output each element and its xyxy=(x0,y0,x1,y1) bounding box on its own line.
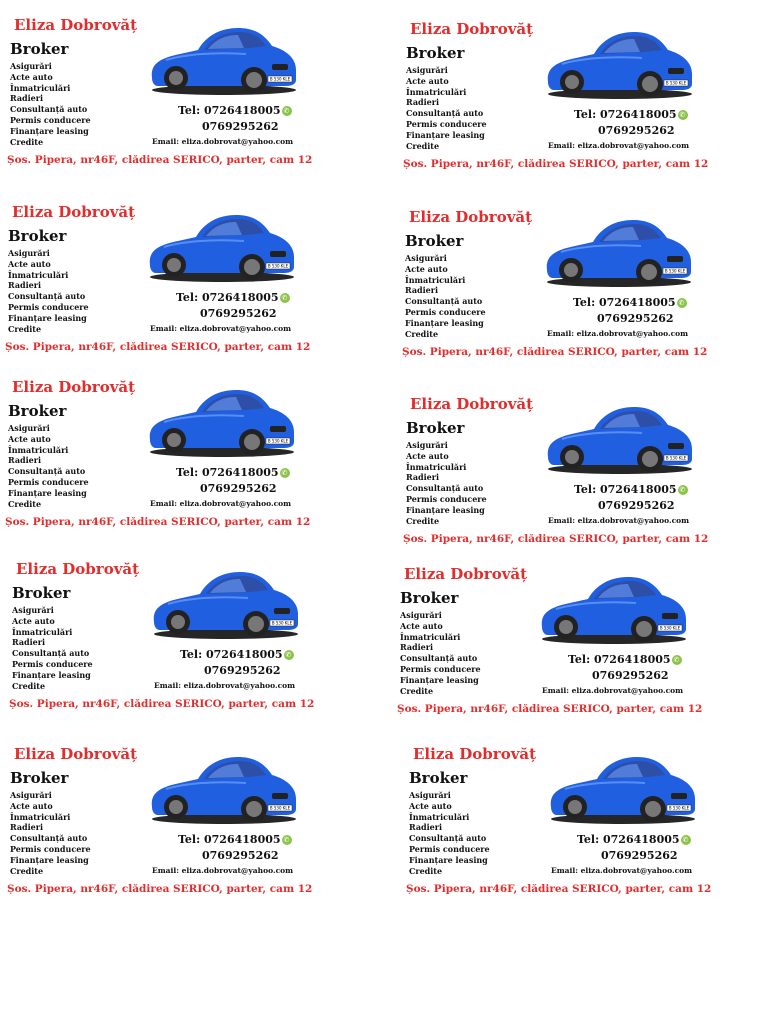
business-card xyxy=(6,743,346,915)
services-list xyxy=(8,248,89,334)
address: Șos. Pipera, nr46F, clădirea SERICO, parter, cam 12 xyxy=(7,154,313,166)
service-item: Permis conducere xyxy=(406,118,487,129)
card-name: Eliza Dobrovăț xyxy=(409,208,533,226)
service-item: Finanțare leasing xyxy=(10,125,89,136)
service-item: Finanțare leasing xyxy=(400,674,479,685)
service-item: Consultanță auto xyxy=(400,653,478,664)
service-item: Consultanță auto xyxy=(405,296,483,307)
phone-secondary: 0769295262 xyxy=(598,499,675,512)
service-item: Înmatriculări xyxy=(12,626,73,637)
car-image xyxy=(148,564,300,640)
phone-number: Tel: 0726418005 xyxy=(574,483,677,496)
phone xyxy=(178,833,292,846)
services-list xyxy=(12,605,93,691)
car-image xyxy=(542,399,694,475)
services-list xyxy=(400,610,481,696)
service-item: Finanțare leasing xyxy=(406,504,485,515)
service-item: Consultanță auto xyxy=(409,833,487,844)
car-image xyxy=(144,382,296,458)
service-item: Credite xyxy=(406,140,440,151)
email: Email: eliza.dobrovat@yahoo.com xyxy=(150,324,292,333)
business-card xyxy=(4,201,344,373)
services-list xyxy=(10,790,91,876)
service-item: Permis conducere xyxy=(10,114,91,125)
service-item: Înmatriculări xyxy=(409,811,470,822)
address: Șos. Pipera, nr46F, clădirea SERICO, parter, cam 12 xyxy=(402,346,708,358)
phone-secondary: 0769295262 xyxy=(200,307,277,320)
phone-number: Tel: 0726418005 xyxy=(180,648,283,661)
service-item: Radieri xyxy=(406,472,439,483)
service-item: Credite xyxy=(12,680,46,691)
service-item: Consultanță auto xyxy=(12,648,90,659)
service-item: Radieri xyxy=(8,455,41,466)
service-item: Asigurări xyxy=(400,610,442,620)
service-item: Radieri xyxy=(409,822,442,833)
phone-number: Tel: 0726418005 xyxy=(577,833,680,846)
car-plate: B 530 KLE xyxy=(665,455,687,461)
service-item: Asigurări xyxy=(405,253,447,263)
whatsapp-icon: ✆ xyxy=(672,655,682,665)
service-item: Înmatriculări xyxy=(400,631,461,642)
service-item: Finanțare leasing xyxy=(406,129,485,140)
phone xyxy=(573,296,687,309)
phone-number: Tel: 0726418005 xyxy=(176,466,279,479)
car-plate: B 530 KLE xyxy=(665,80,687,86)
phone xyxy=(178,104,292,117)
card-role: Broker xyxy=(400,589,459,607)
car-image xyxy=(541,212,693,288)
service-item: Finanțare leasing xyxy=(405,317,484,328)
service-item: Acte auto xyxy=(406,450,449,461)
car-image xyxy=(146,20,298,96)
service-item: Înmatriculări xyxy=(8,444,69,455)
card-role: Broker xyxy=(8,402,67,420)
phone xyxy=(568,653,682,666)
card-role: Broker xyxy=(10,40,69,58)
address: Șos. Pipera, nr46F, clădirea SERICO, parter, cam 12 xyxy=(403,533,709,545)
phone-secondary: 0769295262 xyxy=(592,669,669,682)
service-item: Asigurări xyxy=(409,790,451,800)
service-item: Radieri xyxy=(10,822,43,833)
service-item: Acte auto xyxy=(10,71,53,82)
service-item: Permis conducere xyxy=(8,301,89,312)
service-item: Acte auto xyxy=(12,615,55,626)
business-card xyxy=(402,393,742,565)
service-item: Finanțare leasing xyxy=(12,669,91,680)
car-image xyxy=(545,749,697,825)
card-name: Eliza Dobrovăț xyxy=(14,745,138,763)
service-item: Asigurări xyxy=(8,423,50,433)
whatsapp-icon: ✆ xyxy=(280,468,290,478)
car-image xyxy=(146,749,298,825)
service-item: Credite xyxy=(406,515,440,526)
car-plate: B 530 KLE xyxy=(271,620,293,626)
service-item: Asigurări xyxy=(406,440,448,450)
card-role: Broker xyxy=(406,44,465,62)
address: Șos. Pipera, nr46F, clădirea SERICO, parter, cam 12 xyxy=(406,883,712,895)
phone xyxy=(176,466,290,479)
email: Email: eliza.dobrovat@yahoo.com xyxy=(548,516,690,525)
phone-secondary: 0769295262 xyxy=(200,482,277,495)
address: Șos. Pipera, nr46F, clădirea SERICO, parter, cam 12 xyxy=(403,158,709,170)
card-name: Eliza Dobrovăț xyxy=(410,20,534,38)
service-item: Înmatriculări xyxy=(406,461,467,472)
service-item: Radieri xyxy=(400,642,433,653)
service-item: Consultanță auto xyxy=(406,483,484,494)
phone xyxy=(574,483,688,496)
service-item: Credite xyxy=(8,323,42,334)
service-item: Asigurări xyxy=(406,65,448,75)
service-item: Înmatriculări xyxy=(8,269,69,280)
car-plate: B 530 KLE xyxy=(269,76,291,82)
service-item: Asigurări xyxy=(12,605,54,615)
phone-secondary: 0769295262 xyxy=(597,312,674,325)
service-item: Finanțare leasing xyxy=(8,487,87,498)
service-item: Înmatriculări xyxy=(10,82,71,93)
address: Șos. Pipera, nr46F, clădirea SERICO, parter, cam 12 xyxy=(7,883,313,895)
email: Email: eliza.dobrovat@yahoo.com xyxy=(154,681,296,690)
phone-secondary: 0769295262 xyxy=(202,849,279,862)
service-item: Consultanță auto xyxy=(8,291,86,302)
phone-secondary: 0769295262 xyxy=(601,849,678,862)
service-item: Asigurări xyxy=(10,790,52,800)
address: Șos. Pipera, nr46F, clădirea SERICO, parter, cam 12 xyxy=(5,516,311,528)
service-item: Permis conducere xyxy=(406,493,487,504)
car-plate: B 530 KLE xyxy=(668,805,690,811)
service-item: Permis conducere xyxy=(409,843,490,854)
service-item: Finanțare leasing xyxy=(409,854,488,865)
service-item: Asigurări xyxy=(10,61,52,71)
business-card xyxy=(401,206,741,378)
card-role: Broker xyxy=(405,232,464,250)
card-role: Broker xyxy=(406,419,465,437)
card-name: Eliza Dobrovăț xyxy=(410,395,534,413)
service-item: Permis conducere xyxy=(8,476,89,487)
address: Șos. Pipera, nr46F, clădirea SERICO, parter, cam 12 xyxy=(397,703,703,715)
email: Email: eliza.dobrovat@yahoo.com xyxy=(152,137,294,146)
service-item: Radieri xyxy=(405,285,438,296)
business-card xyxy=(402,18,742,190)
car-image xyxy=(542,24,694,100)
service-item: Permis conducere xyxy=(405,306,486,317)
car-plate: B 530 KLE xyxy=(659,625,681,631)
service-item: Asigurări xyxy=(8,248,50,258)
service-item: Radieri xyxy=(406,97,439,108)
email: Email: eliza.dobrovat@yahoo.com xyxy=(542,686,684,695)
service-item: Credite xyxy=(409,865,443,876)
service-item: Permis conducere xyxy=(10,843,91,854)
phone-number: Tel: 0726418005 xyxy=(178,833,281,846)
service-item: Înmatriculări xyxy=(406,86,467,97)
service-item: Înmatriculări xyxy=(10,811,71,822)
service-item: Acte auto xyxy=(405,263,448,274)
car-plate: B 530 KLE xyxy=(267,263,289,269)
car-plate: B 530 KLE xyxy=(664,268,686,274)
email: Email: eliza.dobrovat@yahoo.com xyxy=(547,329,689,338)
service-item: Permis conducere xyxy=(400,663,481,674)
service-item: Înmatriculări xyxy=(405,274,466,285)
service-item: Credite xyxy=(10,136,44,147)
phone-number: Tel: 0726418005 xyxy=(178,104,281,117)
service-item: Acte auto xyxy=(409,800,452,811)
whatsapp-icon: ✆ xyxy=(282,106,292,116)
service-item: Credite xyxy=(10,865,44,876)
phone-secondary: 0769295262 xyxy=(202,120,279,133)
phone-number: Tel: 0726418005 xyxy=(573,296,676,309)
car-image xyxy=(144,207,296,283)
service-item: Finanțare leasing xyxy=(10,854,89,865)
whatsapp-icon: ✆ xyxy=(678,485,688,495)
service-item: Acte auto xyxy=(406,75,449,86)
service-item: Credite xyxy=(400,685,434,696)
phone-number: Tel: 0726418005 xyxy=(574,108,677,121)
business-card xyxy=(396,563,736,735)
service-item: Radieri xyxy=(8,280,41,291)
whatsapp-icon: ✆ xyxy=(678,110,688,120)
phone-number: Tel: 0726418005 xyxy=(568,653,671,666)
service-item: Finanțare leasing xyxy=(8,312,87,323)
service-item: Acte auto xyxy=(400,620,443,631)
email: Email: eliza.dobrovat@yahoo.com xyxy=(152,866,294,875)
phone xyxy=(574,108,688,121)
whatsapp-icon: ✆ xyxy=(280,293,290,303)
whatsapp-icon: ✆ xyxy=(681,835,691,845)
email: Email: eliza.dobrovat@yahoo.com xyxy=(150,499,292,508)
services-list xyxy=(409,790,490,876)
car-plate: B 530 KLE xyxy=(267,438,289,444)
card-name: Eliza Dobrovăț xyxy=(14,16,138,34)
whatsapp-icon: ✆ xyxy=(677,298,687,308)
phone-number: Tel: 0726418005 xyxy=(176,291,279,304)
service-item: Acte auto xyxy=(8,433,51,444)
card-name: Eliza Dobrovăț xyxy=(404,565,528,583)
service-item: Credite xyxy=(8,498,42,509)
phone-secondary: 0769295262 xyxy=(204,664,281,677)
address: Șos. Pipera, nr46F, clădirea SERICO, parter, cam 12 xyxy=(5,341,311,353)
card-name: Eliza Dobrovăț xyxy=(12,378,136,396)
service-item: Acte auto xyxy=(10,800,53,811)
card-role: Broker xyxy=(8,227,67,245)
service-item: Consultanță auto xyxy=(8,466,86,477)
whatsapp-icon: ✆ xyxy=(282,835,292,845)
service-item: Credite xyxy=(405,328,439,339)
service-item: Radieri xyxy=(10,93,43,104)
phone-secondary: 0769295262 xyxy=(598,124,675,137)
services-list xyxy=(406,65,487,151)
business-card xyxy=(405,743,745,915)
service-item: Consultanță auto xyxy=(10,104,88,115)
car-plate: B 530 KLE xyxy=(269,805,291,811)
email: Email: eliza.dobrovat@yahoo.com xyxy=(551,866,693,875)
card-role: Broker xyxy=(12,584,71,602)
whatsapp-icon: ✆ xyxy=(284,650,294,660)
card-name: Eliza Dobrovăț xyxy=(12,203,136,221)
card-role: Broker xyxy=(409,769,468,787)
business-card xyxy=(6,14,346,186)
service-item: Consultanță auto xyxy=(10,833,88,844)
card-role: Broker xyxy=(10,769,69,787)
business-card xyxy=(8,558,348,730)
address: Șos. Pipera, nr46F, clădirea SERICO, parter, cam 12 xyxy=(9,698,315,710)
phone xyxy=(176,291,290,304)
card-name: Eliza Dobrovăț xyxy=(413,745,537,763)
service-item: Permis conducere xyxy=(12,658,93,669)
service-item: Consultanță auto xyxy=(406,108,484,119)
email: Email: eliza.dobrovat@yahoo.com xyxy=(548,141,690,150)
services-list xyxy=(405,253,486,339)
card-name: Eliza Dobrovăț xyxy=(16,560,140,578)
services-list xyxy=(10,61,91,147)
services-list xyxy=(406,440,487,526)
business-card xyxy=(4,376,344,548)
service-item: Acte auto xyxy=(8,258,51,269)
phone xyxy=(577,833,691,846)
services-list xyxy=(8,423,89,509)
service-item: Radieri xyxy=(12,637,45,648)
phone xyxy=(180,648,294,661)
car-image xyxy=(536,569,688,645)
